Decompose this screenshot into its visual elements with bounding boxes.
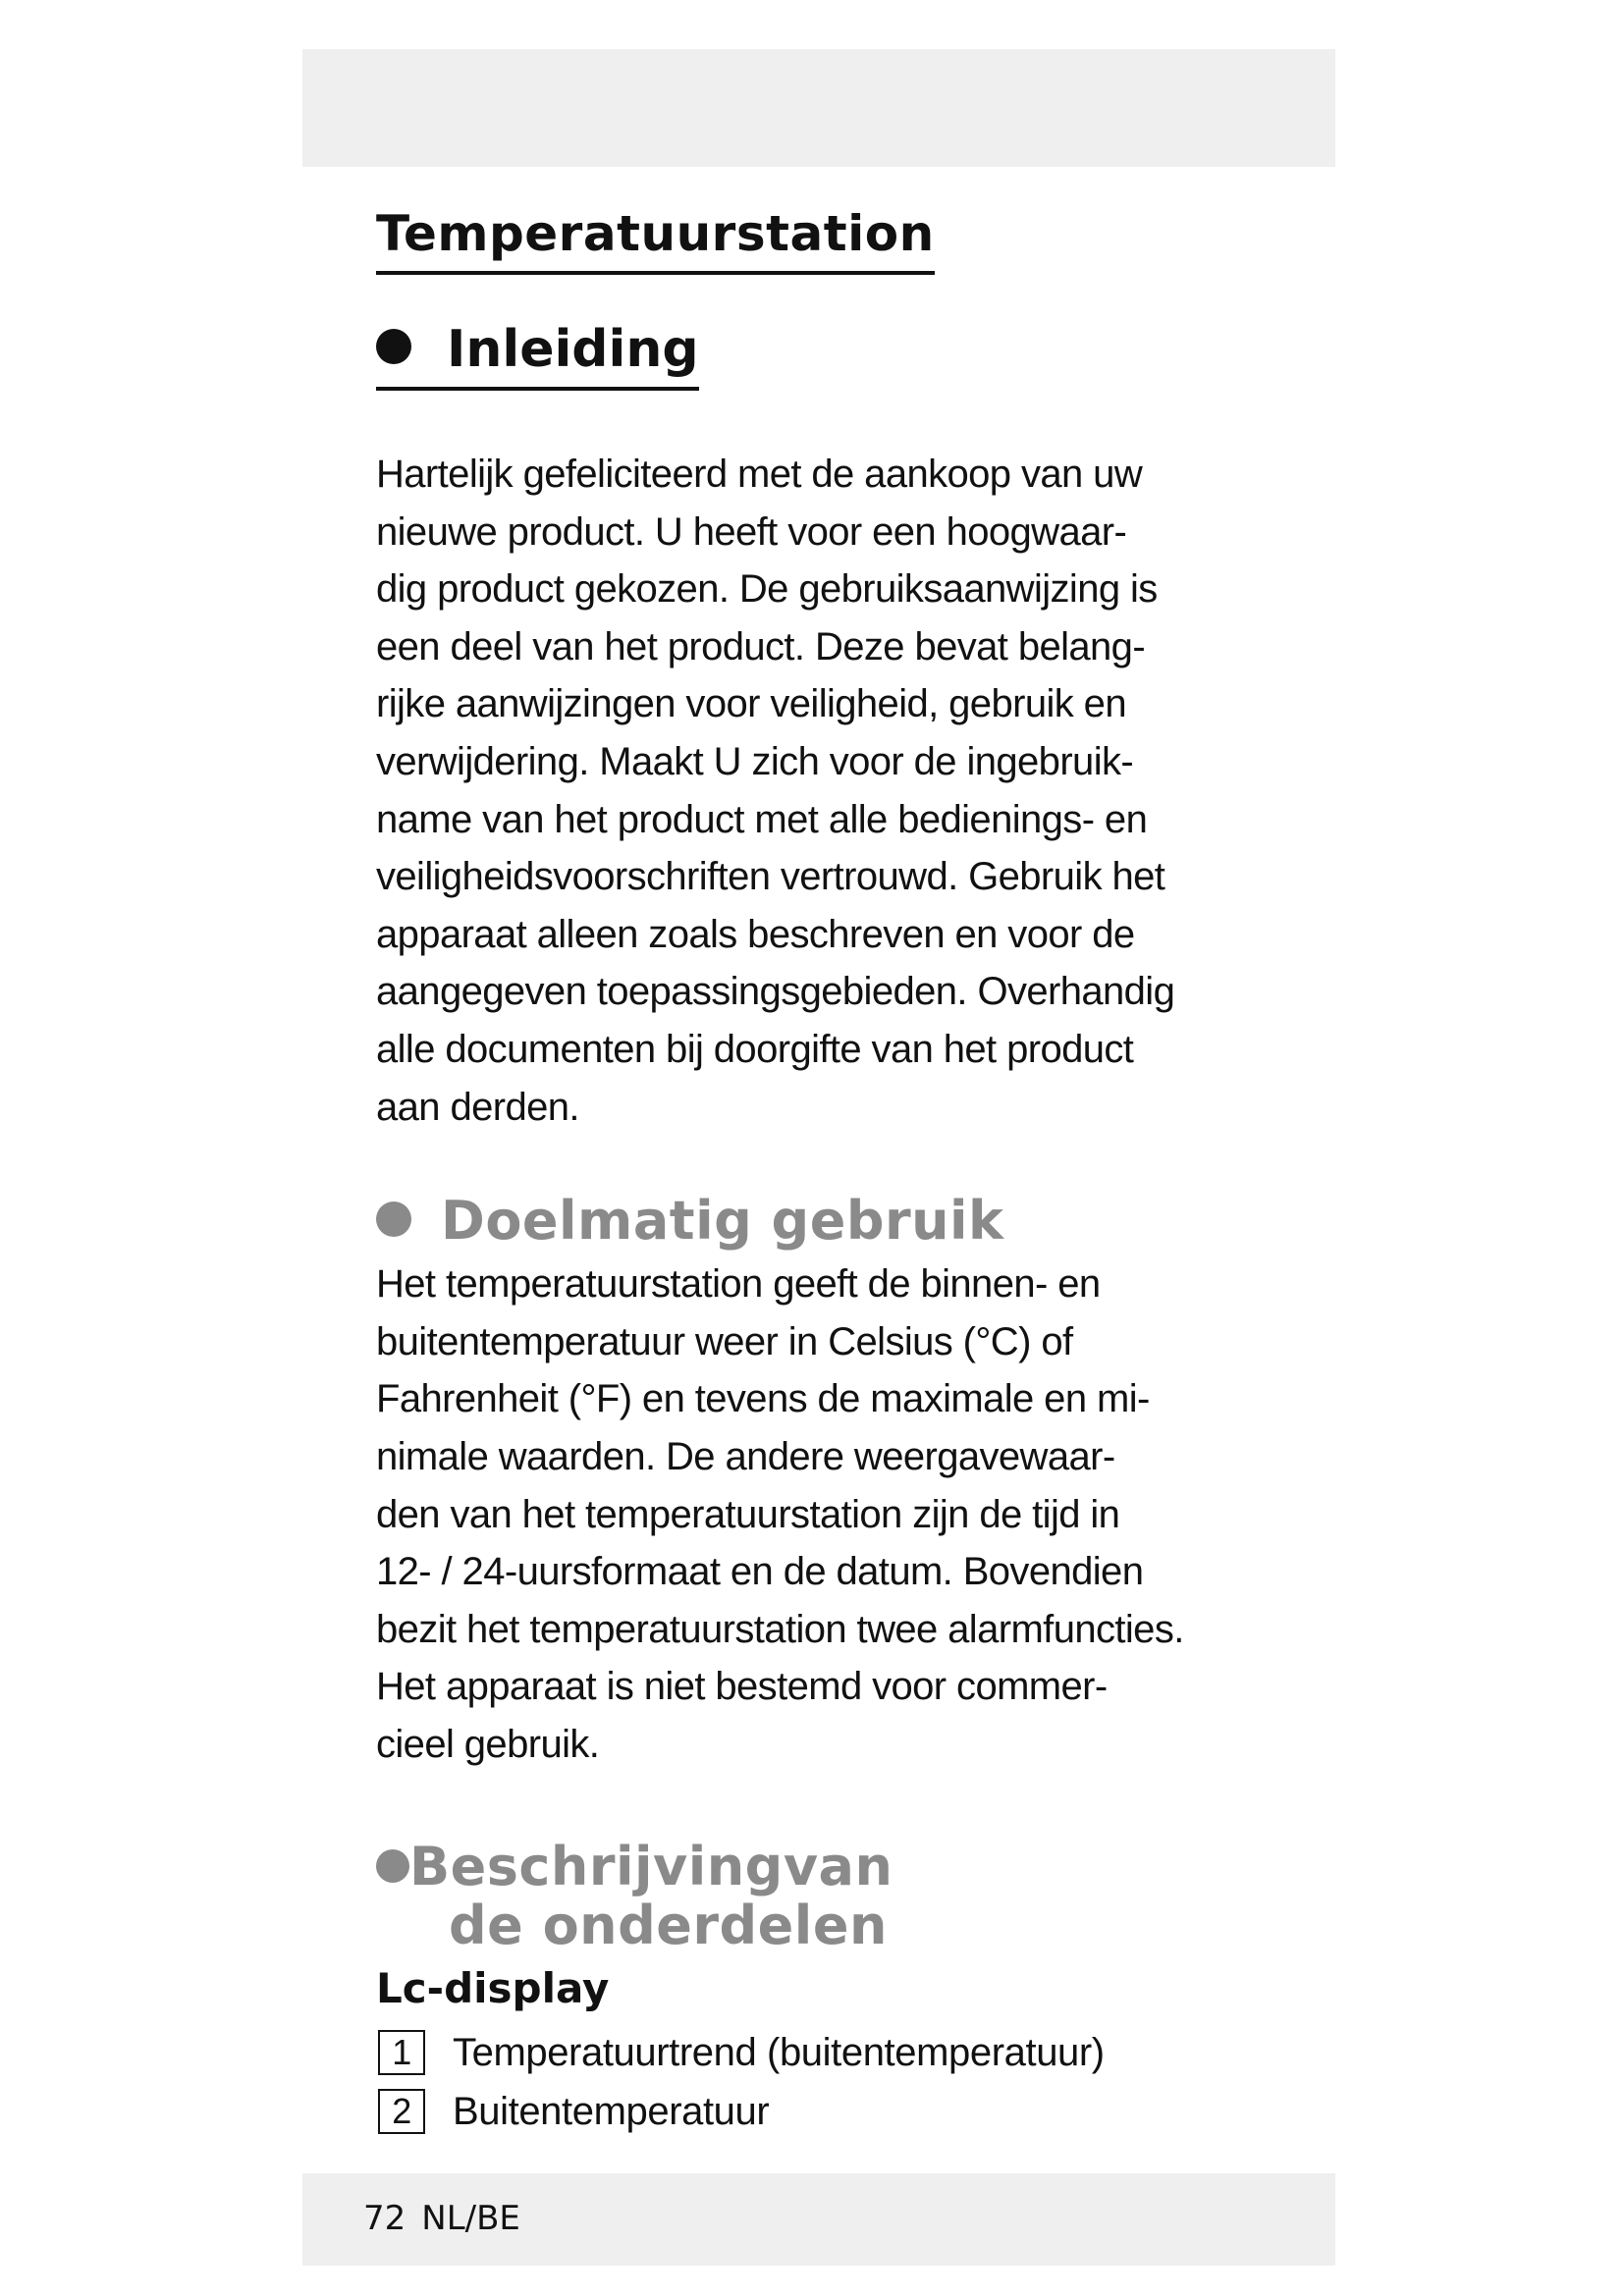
text-line: apparaat alleen zoals beschreven en voor de [376,912,1135,956]
list-item [376,2083,1220,2140]
parts-list [376,2024,1220,2140]
text-line: verwijdering. Maakt U zich voor de ingebruik- [376,739,1134,783]
bullet-icon [376,1849,409,1883]
text-line: den van het temperatuurstation zijn de tijd in [376,1492,1120,1536]
page-number: 72 [363,2199,406,2238]
part-number-box: 1 [378,2030,425,2075]
text-line: Fahrenheit (°F) en tevens de maximale en mi- [376,1377,1150,1421]
bullet-icon [376,1201,411,1237]
text-line: aan derden. [376,1085,579,1129]
text-line: 12- / 24-uursformaat en de datum. Bovendien [376,1550,1144,1594]
text-line: bezit het temperatuurstation twee alarmfuncties. [376,1607,1184,1651]
list-item [376,2024,1220,2081]
bullet-icon [376,329,411,364]
section-heading-beschrijving [376,1838,1220,1955]
part-label: Buitentemperatuur [453,2090,770,2134]
text-line: dig product gekozen. De gebruiksaanwijzing is [376,567,1158,612]
header-band [302,49,1335,167]
text-line: rijke aanwijzingen voor veiligheid, gebruik en [376,682,1126,726]
text-line: alle documenten bij doorgifte van het product [376,1027,1134,1071]
subheading-lc-display: Lc-display [376,1964,610,2013]
page-footer [363,2195,536,2242]
section-heading-text: Beschrijvingvan [409,1836,893,1898]
text-line: veiligheidsvoorschriften vertrouwd. Gebruik het [376,855,1165,899]
intended-use-paragraph [376,1255,1220,1773]
text-line: een deel van het product. Deze bevat belang- [376,624,1146,668]
text-line: cieel gebruik. [376,1722,600,1766]
text-line: buitentemperatuur weer in Celsius (°C) of [376,1319,1073,1363]
section-heading-text: Doelmatig gebruik [441,1190,1004,1253]
text-line: name van het product met alle bedienings- en [376,797,1148,841]
text-line: nimale waarden. De andere weergavewaar- [376,1434,1115,1478]
intro-paragraph [376,446,1220,1136]
text-line: Het temperatuurstation geeft de binnen- en [376,1262,1101,1307]
locale-label: NL/BE [421,2199,520,2238]
page-content [376,196,1220,2142]
document-title: Temperatuurstation [376,196,935,275]
part-label: Temperatuurtrend (buitentemperatuur) [453,2031,1105,2075]
text-line: Hartelijk gefeliciteerd met de aankoop van uw [376,453,1143,496]
text-line: aangegeven toepassingsgebieden. Overhandig [376,970,1175,1014]
text-line: nieuwe product. U heeft voor een hoogwaar- [376,509,1127,554]
part-number-box: 2 [378,2089,425,2134]
section-heading-text-line2: de onderdelen [449,1895,888,1957]
section-heading-text: Inleiding [447,320,699,379]
text-line: Het apparaat is niet bestemd voor commer- [376,1665,1108,1709]
section-heading-inleiding [376,312,699,391]
section-heading-doelmatig-gebruik [376,1187,1220,1255]
